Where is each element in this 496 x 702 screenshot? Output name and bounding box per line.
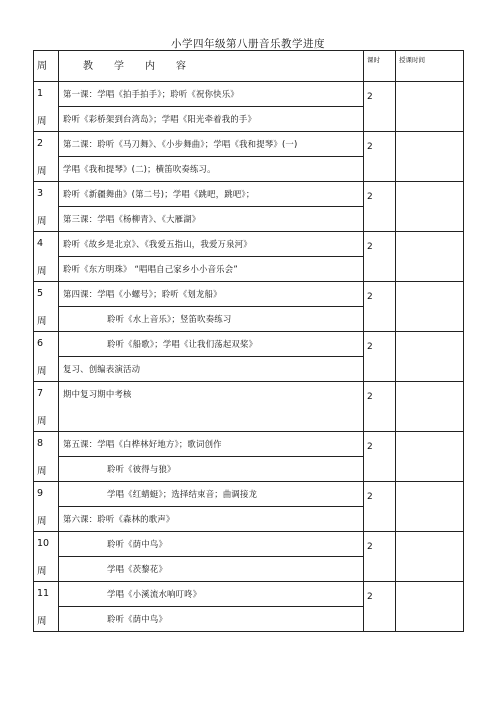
- hours-cell: 2: [364, 432, 396, 482]
- content-line: 聆听《新疆舞曲》(第二号)；学唱《跳吧，跳吧》；: [63, 189, 255, 199]
- week-row: [34, 182, 464, 232]
- hours-cell: 2: [364, 282, 396, 332]
- week-label: 周: [37, 516, 47, 527]
- week-number: 10: [37, 538, 50, 549]
- hours-cell: 2: [364, 182, 396, 232]
- content-line: 聆听《荫中鸟》: [59, 606, 363, 631]
- teaching-time-cell: [396, 582, 464, 632]
- week-row: [34, 532, 464, 582]
- week-label: 周: [37, 166, 47, 177]
- content-line: 聆听《东方明珠》 “唱唱自己家乡小小音乐会”: [59, 256, 363, 281]
- content-line: 第四课：学唱《小螺号》；聆听《划龙船》: [63, 289, 222, 299]
- content-line: 第三课：学唱《杨柳青》、《大雁湖》: [59, 206, 363, 231]
- header-content: 教学内容: [59, 51, 364, 82]
- hours-cell: 2: [364, 582, 396, 632]
- week-row: [34, 382, 464, 432]
- week-number: 2: [37, 138, 44, 149]
- week-number: 9: [37, 488, 44, 499]
- content-cell: [59, 582, 364, 632]
- teaching-time-cell: [396, 182, 464, 232]
- teaching-time-cell: [396, 432, 464, 482]
- schedule-table: [33, 50, 464, 632]
- content-cell: [59, 232, 364, 282]
- week-cell: [34, 182, 59, 232]
- week-number: 7: [37, 388, 44, 399]
- content-line: 聆听《水上音乐》；竖笛吹奏练习: [59, 306, 363, 331]
- header-week: 周: [34, 51, 59, 82]
- content-line: 学唱《茨黎花》: [59, 556, 363, 581]
- week-cell: [34, 432, 59, 482]
- week-number: 8: [37, 438, 44, 449]
- page-title: 小学四年级第八册音乐教学进度: [171, 38, 325, 50]
- hours-cell: 2: [364, 232, 396, 282]
- week-cell: [34, 532, 59, 582]
- hours-cell: 2: [364, 382, 396, 432]
- teaching-time-cell: [396, 232, 464, 282]
- week-label: 周: [37, 116, 47, 127]
- content-line: 聆听《船歌》；学唱《让我们荡起双桨》: [107, 339, 258, 349]
- hours-cell: 2: [364, 82, 396, 132]
- content-cell: [59, 382, 364, 432]
- content-line: 期中复习期中考核: [63, 389, 132, 399]
- content-line: 聆听《彩桥架到台湾岛》；学唱《阳光牵着我的手》: [59, 106, 363, 131]
- week-label: 周: [37, 416, 47, 427]
- week-label: 周: [37, 366, 47, 377]
- content-line: 聆听《荫中鸟》: [107, 539, 168, 549]
- teaching-time-cell: [396, 82, 464, 132]
- week-label: 周: [37, 216, 47, 227]
- week-label: 周: [37, 266, 47, 277]
- content-cell: [59, 432, 364, 482]
- hours-cell: 2: [364, 332, 396, 382]
- week-cell: [34, 582, 59, 632]
- content-line: 第六课：聆听《森林的歌声》: [59, 506, 363, 531]
- week-cell: [34, 82, 59, 132]
- week-row: [34, 282, 464, 332]
- week-number: 11: [37, 588, 50, 599]
- week-number: 3: [37, 188, 44, 199]
- week-cell: [34, 282, 59, 332]
- week-row: [34, 432, 464, 482]
- content-cell: [59, 182, 364, 232]
- week-row: [34, 582, 464, 632]
- content-line: 聆听《彼得与狼》: [59, 456, 363, 481]
- teaching-time-cell: [396, 382, 464, 432]
- content-line: 第五课：学唱《白桦林好地方》；歌词创作: [63, 439, 222, 449]
- teaching-time-cell: [396, 282, 464, 332]
- week-number: 6: [37, 338, 44, 349]
- week-label: 周: [37, 566, 47, 577]
- header-hours: 课时: [364, 51, 396, 82]
- content-cell: [59, 282, 364, 332]
- teaching-time-cell: [396, 132, 464, 182]
- week-cell: [34, 232, 59, 282]
- content-cell: [59, 532, 364, 582]
- header-row: [34, 51, 464, 82]
- week-label: 周: [37, 316, 47, 327]
- content-line: 学唱《我和提琴》(二)；横笛吹奏练习。: [59, 156, 363, 181]
- week-cell: [34, 382, 59, 432]
- week-row: [34, 132, 464, 182]
- week-cell: [34, 482, 59, 532]
- week-label: 周: [37, 616, 47, 627]
- week-label: 周: [37, 466, 47, 477]
- hours-cell: 2: [364, 132, 396, 182]
- content-cell: [59, 482, 364, 532]
- week-row: [34, 332, 464, 382]
- content-cell: [59, 82, 364, 132]
- content-line: 第一课：学唱《拍手拍手》；聆听《祝你快乐》: [63, 89, 239, 99]
- week-number: 1: [37, 88, 44, 99]
- week-cell: [34, 132, 59, 182]
- hours-cell: 2: [364, 532, 396, 582]
- teaching-time-cell: [396, 482, 464, 532]
- content-line: 第二课：聆听《马刀舞》、《小步舞曲》；学唱《我和提琴》(一): [63, 139, 298, 149]
- content-cell: [59, 132, 364, 182]
- teaching-time-cell: [396, 532, 464, 582]
- week-number: 5: [37, 288, 44, 299]
- week-row: [34, 82, 464, 132]
- content-cell: [59, 332, 364, 382]
- week-number: 4: [37, 238, 44, 249]
- content-line: 学唱《红蜻蜓》；选择结束音；曲调接龙: [107, 489, 258, 499]
- week-row: [34, 482, 464, 532]
- hours-cell: 2: [364, 482, 396, 532]
- header-time: 授课时间: [396, 51, 464, 82]
- content-line: 聆听《故乡是北京》、《我爱五指山，我爱万泉河》: [63, 239, 252, 249]
- content-line: 复习、创编表演活动: [59, 356, 363, 381]
- teaching-time-cell: [396, 332, 464, 382]
- week-cell: [34, 332, 59, 382]
- content-line: 学唱《小溪流水响叮咚》: [107, 589, 202, 599]
- week-row: [34, 232, 464, 282]
